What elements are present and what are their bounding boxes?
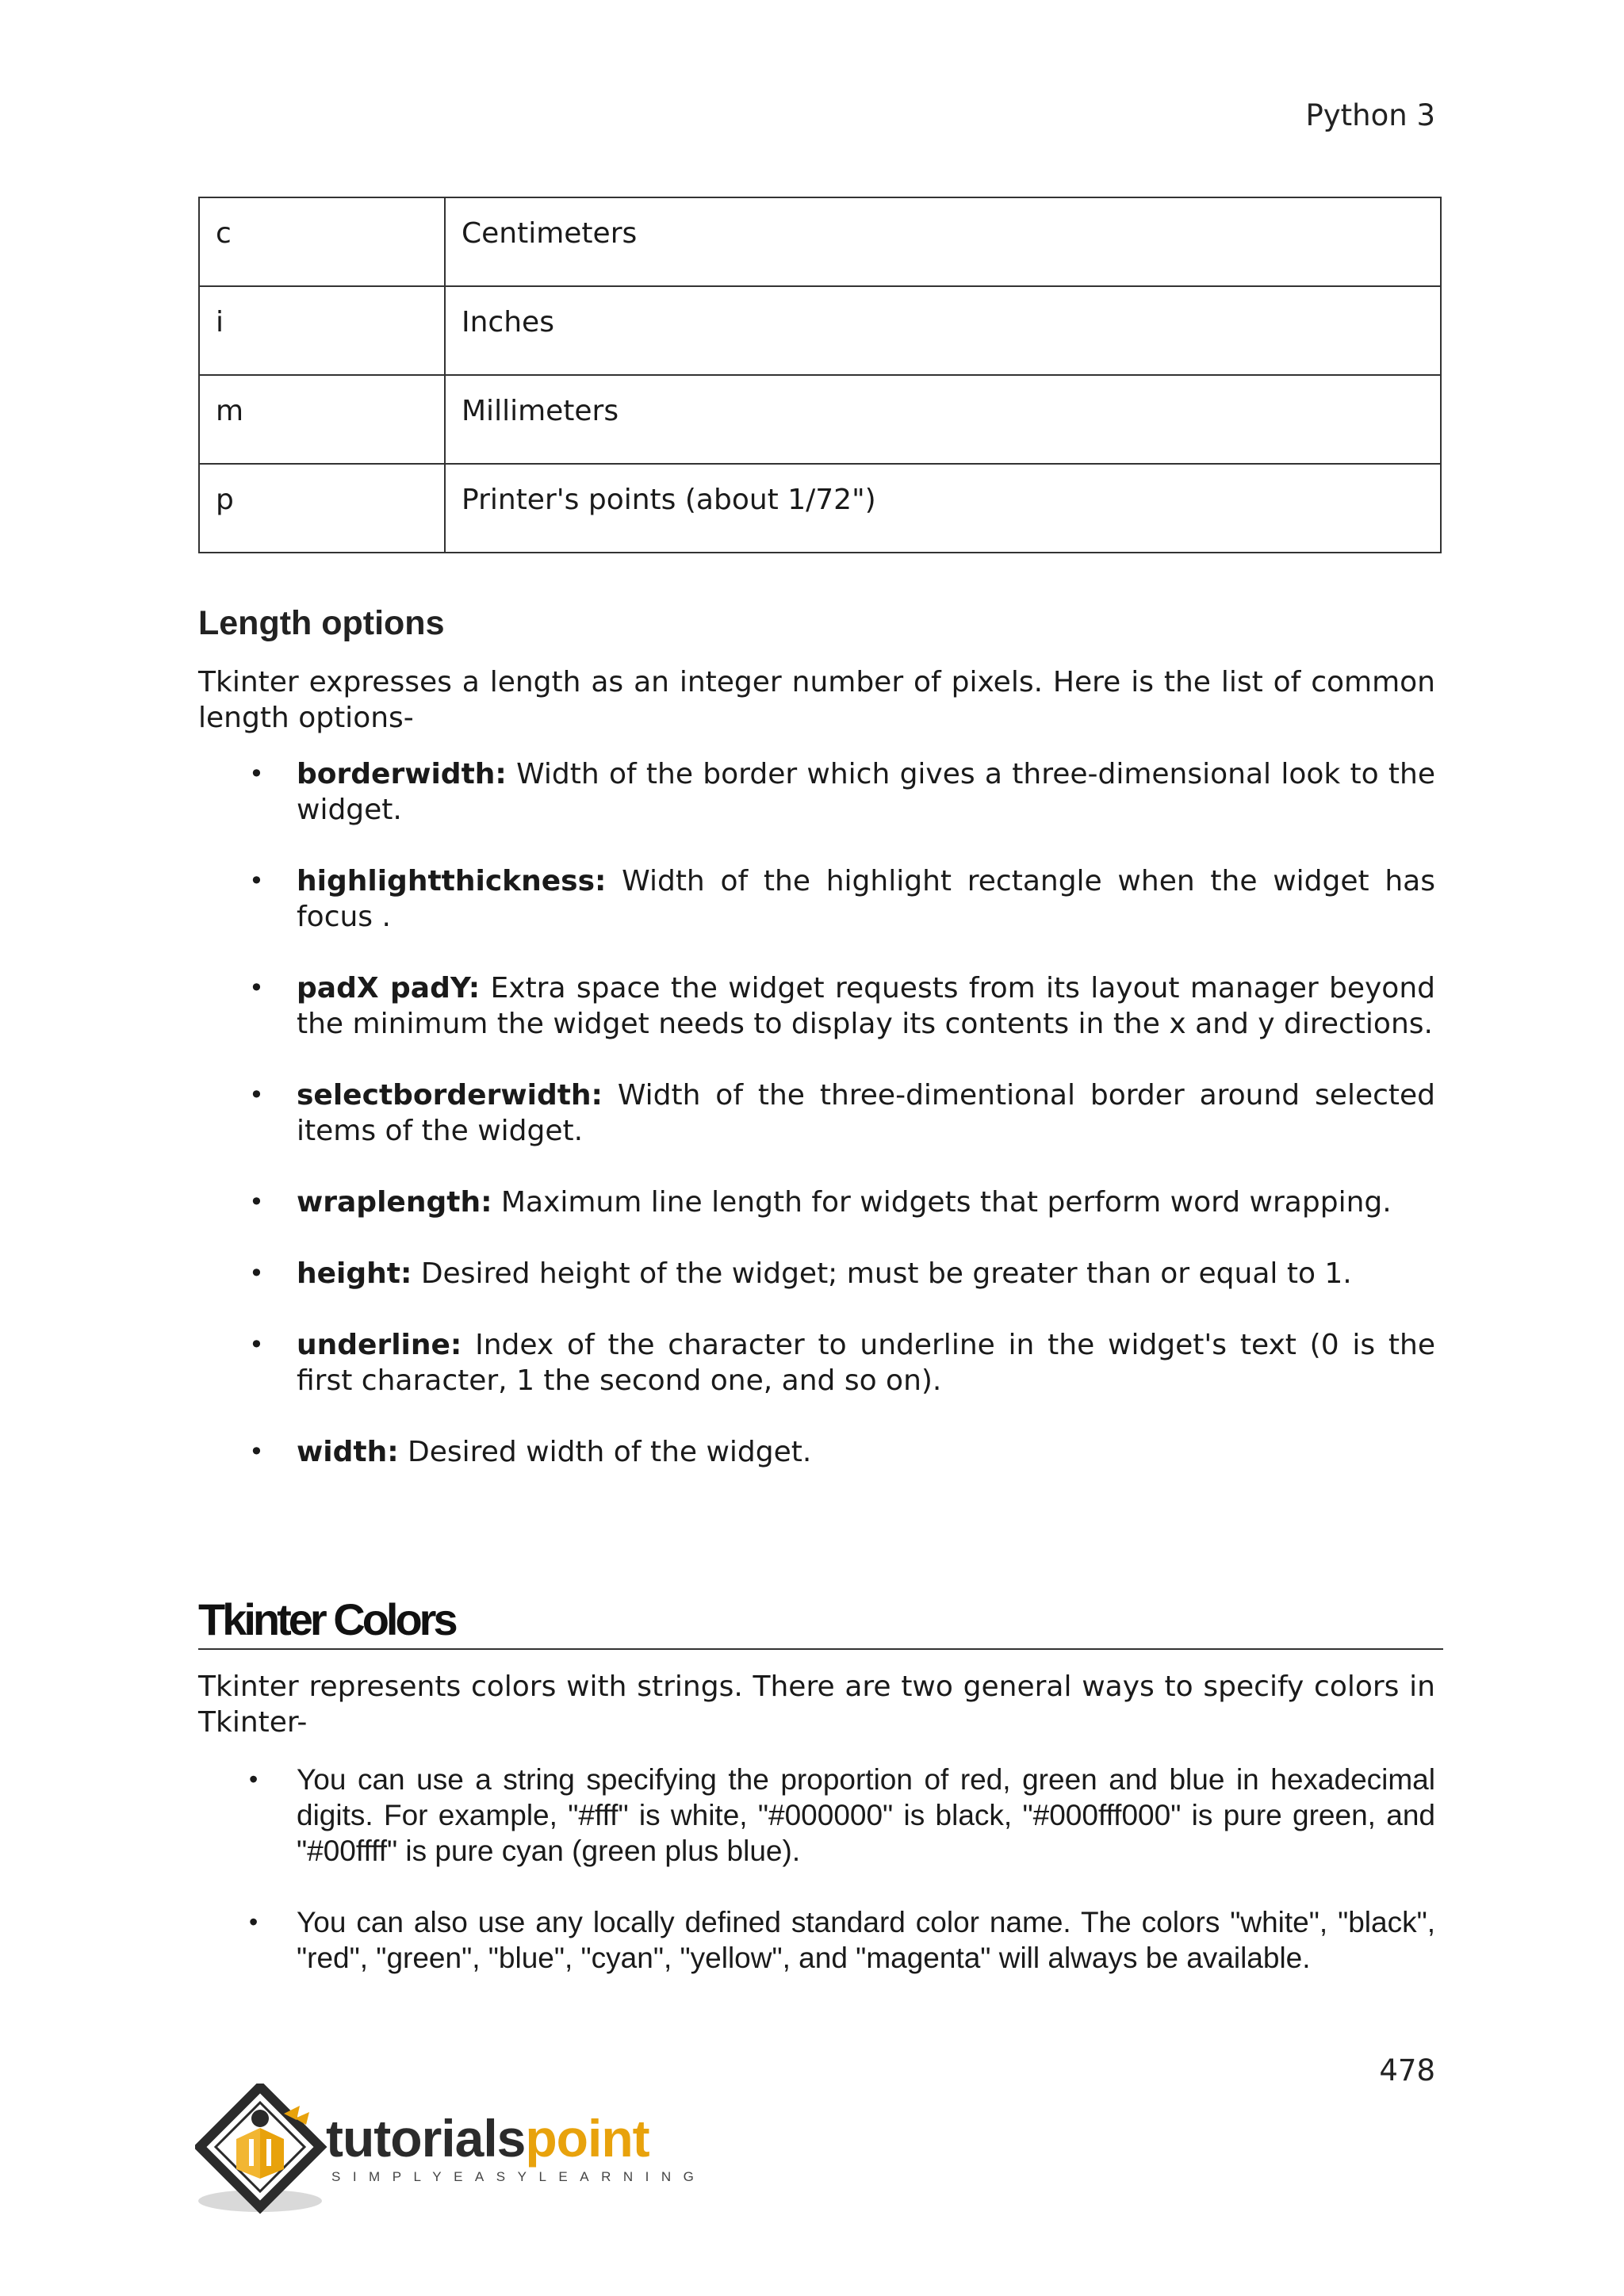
option-term: underline: bbox=[297, 1329, 462, 1361]
list-item bbox=[198, 1904, 1435, 1976]
unit-meaning-cell: Centimeters bbox=[445, 197, 1441, 286]
list-item bbox=[198, 1256, 1435, 1292]
length-options-intro: Tkinter expresses a length as an integer number of pixels. Here is the list of common length options- bbox=[198, 666, 1435, 734]
option-description: Desired width of the widget. bbox=[398, 1436, 812, 1468]
option-term: padX padY: bbox=[297, 972, 481, 1004]
table-row bbox=[199, 375, 1441, 464]
bullet-icon: • bbox=[249, 1330, 264, 1360]
option-term: selectborderwidth: bbox=[297, 1079, 603, 1112]
option-description: Desired height of the widget; must be greater than or equal to 1. bbox=[412, 1257, 1352, 1290]
unit-abbr-cell: p bbox=[199, 464, 445, 553]
option-description: Maximum line length for widgets that perform word wrapping. bbox=[492, 1186, 1392, 1219]
option-description: Width of the highlight rectangle when the widget has focus . bbox=[297, 865, 1435, 933]
list-item bbox=[198, 1184, 1435, 1220]
bullet-icon: • bbox=[249, 1187, 264, 1217]
bullet-icon: • bbox=[249, 1908, 259, 1936]
option-description: Index of the character to underline in the widget's text (0 is the first character, 1 the second one, and so on). bbox=[297, 1329, 1435, 1397]
unit-abbr-cell: c bbox=[199, 197, 445, 286]
table-row bbox=[199, 197, 1441, 286]
tkinter-colors-list bbox=[198, 1762, 1435, 2011]
option-term: width: bbox=[297, 1436, 399, 1468]
table-row bbox=[199, 286, 1441, 375]
list-item bbox=[198, 970, 1435, 1042]
running-header: Python 3 bbox=[1305, 98, 1435, 132]
bullet-icon: • bbox=[249, 866, 264, 896]
list-item bbox=[198, 863, 1435, 935]
logo-wordmark: tutorialspoint bbox=[326, 2109, 649, 2168]
tutorialspoint-logo bbox=[195, 2084, 707, 2218]
option-term: height: bbox=[297, 1257, 412, 1290]
table-row bbox=[199, 464, 1441, 553]
list-item bbox=[198, 1434, 1435, 1470]
bullet-icon: • bbox=[249, 759, 264, 789]
list-item bbox=[198, 1327, 1435, 1399]
bullet-icon: • bbox=[249, 973, 264, 1003]
list-item bbox=[198, 1762, 1435, 1869]
bullet-icon: • bbox=[249, 1080, 264, 1110]
tkinter-colors-heading: Tkinter Colors bbox=[198, 1594, 455, 1644]
unit-meaning-cell: Millimeters bbox=[445, 375, 1441, 464]
option-description: Extra space the widget requests from its layout manager beyond the minimum the widget needs to display its contents in the x and y directions. bbox=[297, 972, 1435, 1040]
unit-meaning-cell: Printer's points (about 1/72") bbox=[445, 464, 1441, 553]
length-options-list bbox=[198, 756, 1435, 1506]
option-term: wraplength: bbox=[297, 1186, 492, 1219]
option-term: highlightthickness: bbox=[297, 865, 607, 897]
bullet-icon: • bbox=[249, 1437, 264, 1467]
tkinter-colors-intro: Tkinter represents colors with strings. There are two general ways to specify colors in Tkinter- bbox=[198, 1670, 1435, 1739]
option-description: Width of the border which gives a three-dimensional look to the widget. bbox=[297, 758, 1435, 826]
bullet-icon: • bbox=[249, 1258, 264, 1288]
bullet-icon: • bbox=[249, 1765, 259, 1793]
option-term: borderwidth: bbox=[297, 758, 507, 790]
color-method-text: You can use a string specifying the proportion of red, green and blue in hexadecimal digits. For example, "#fff" is white, "#000000" is black, "#000fff000" is pure green, and "#00ffff" is pure cyan (green plus blue). bbox=[297, 1763, 1435, 1867]
list-item bbox=[198, 1077, 1435, 1149]
unit-meaning-cell: Inches bbox=[445, 286, 1441, 375]
tkinter-colors-heading-rule bbox=[198, 1594, 1443, 1650]
list-item bbox=[198, 756, 1435, 828]
units-table bbox=[198, 197, 1442, 553]
page-number: 478 bbox=[1379, 2053, 1435, 2087]
unit-abbr-cell: m bbox=[199, 375, 445, 464]
logo-tagline: SIMPLYEASYLEARNING bbox=[331, 2169, 707, 2184]
unit-abbr-cell: i bbox=[199, 286, 445, 375]
option-description: Width of the three-dimentional border around selected items of the widget. bbox=[297, 1079, 1435, 1147]
color-method-text: You can also use any locally defined standard color name. The colors "white", "black", "red", "green", "blue", "cyan", "yellow", and "magenta" will always be available. bbox=[297, 1906, 1435, 1974]
length-options-heading: Length options bbox=[198, 604, 445, 642]
